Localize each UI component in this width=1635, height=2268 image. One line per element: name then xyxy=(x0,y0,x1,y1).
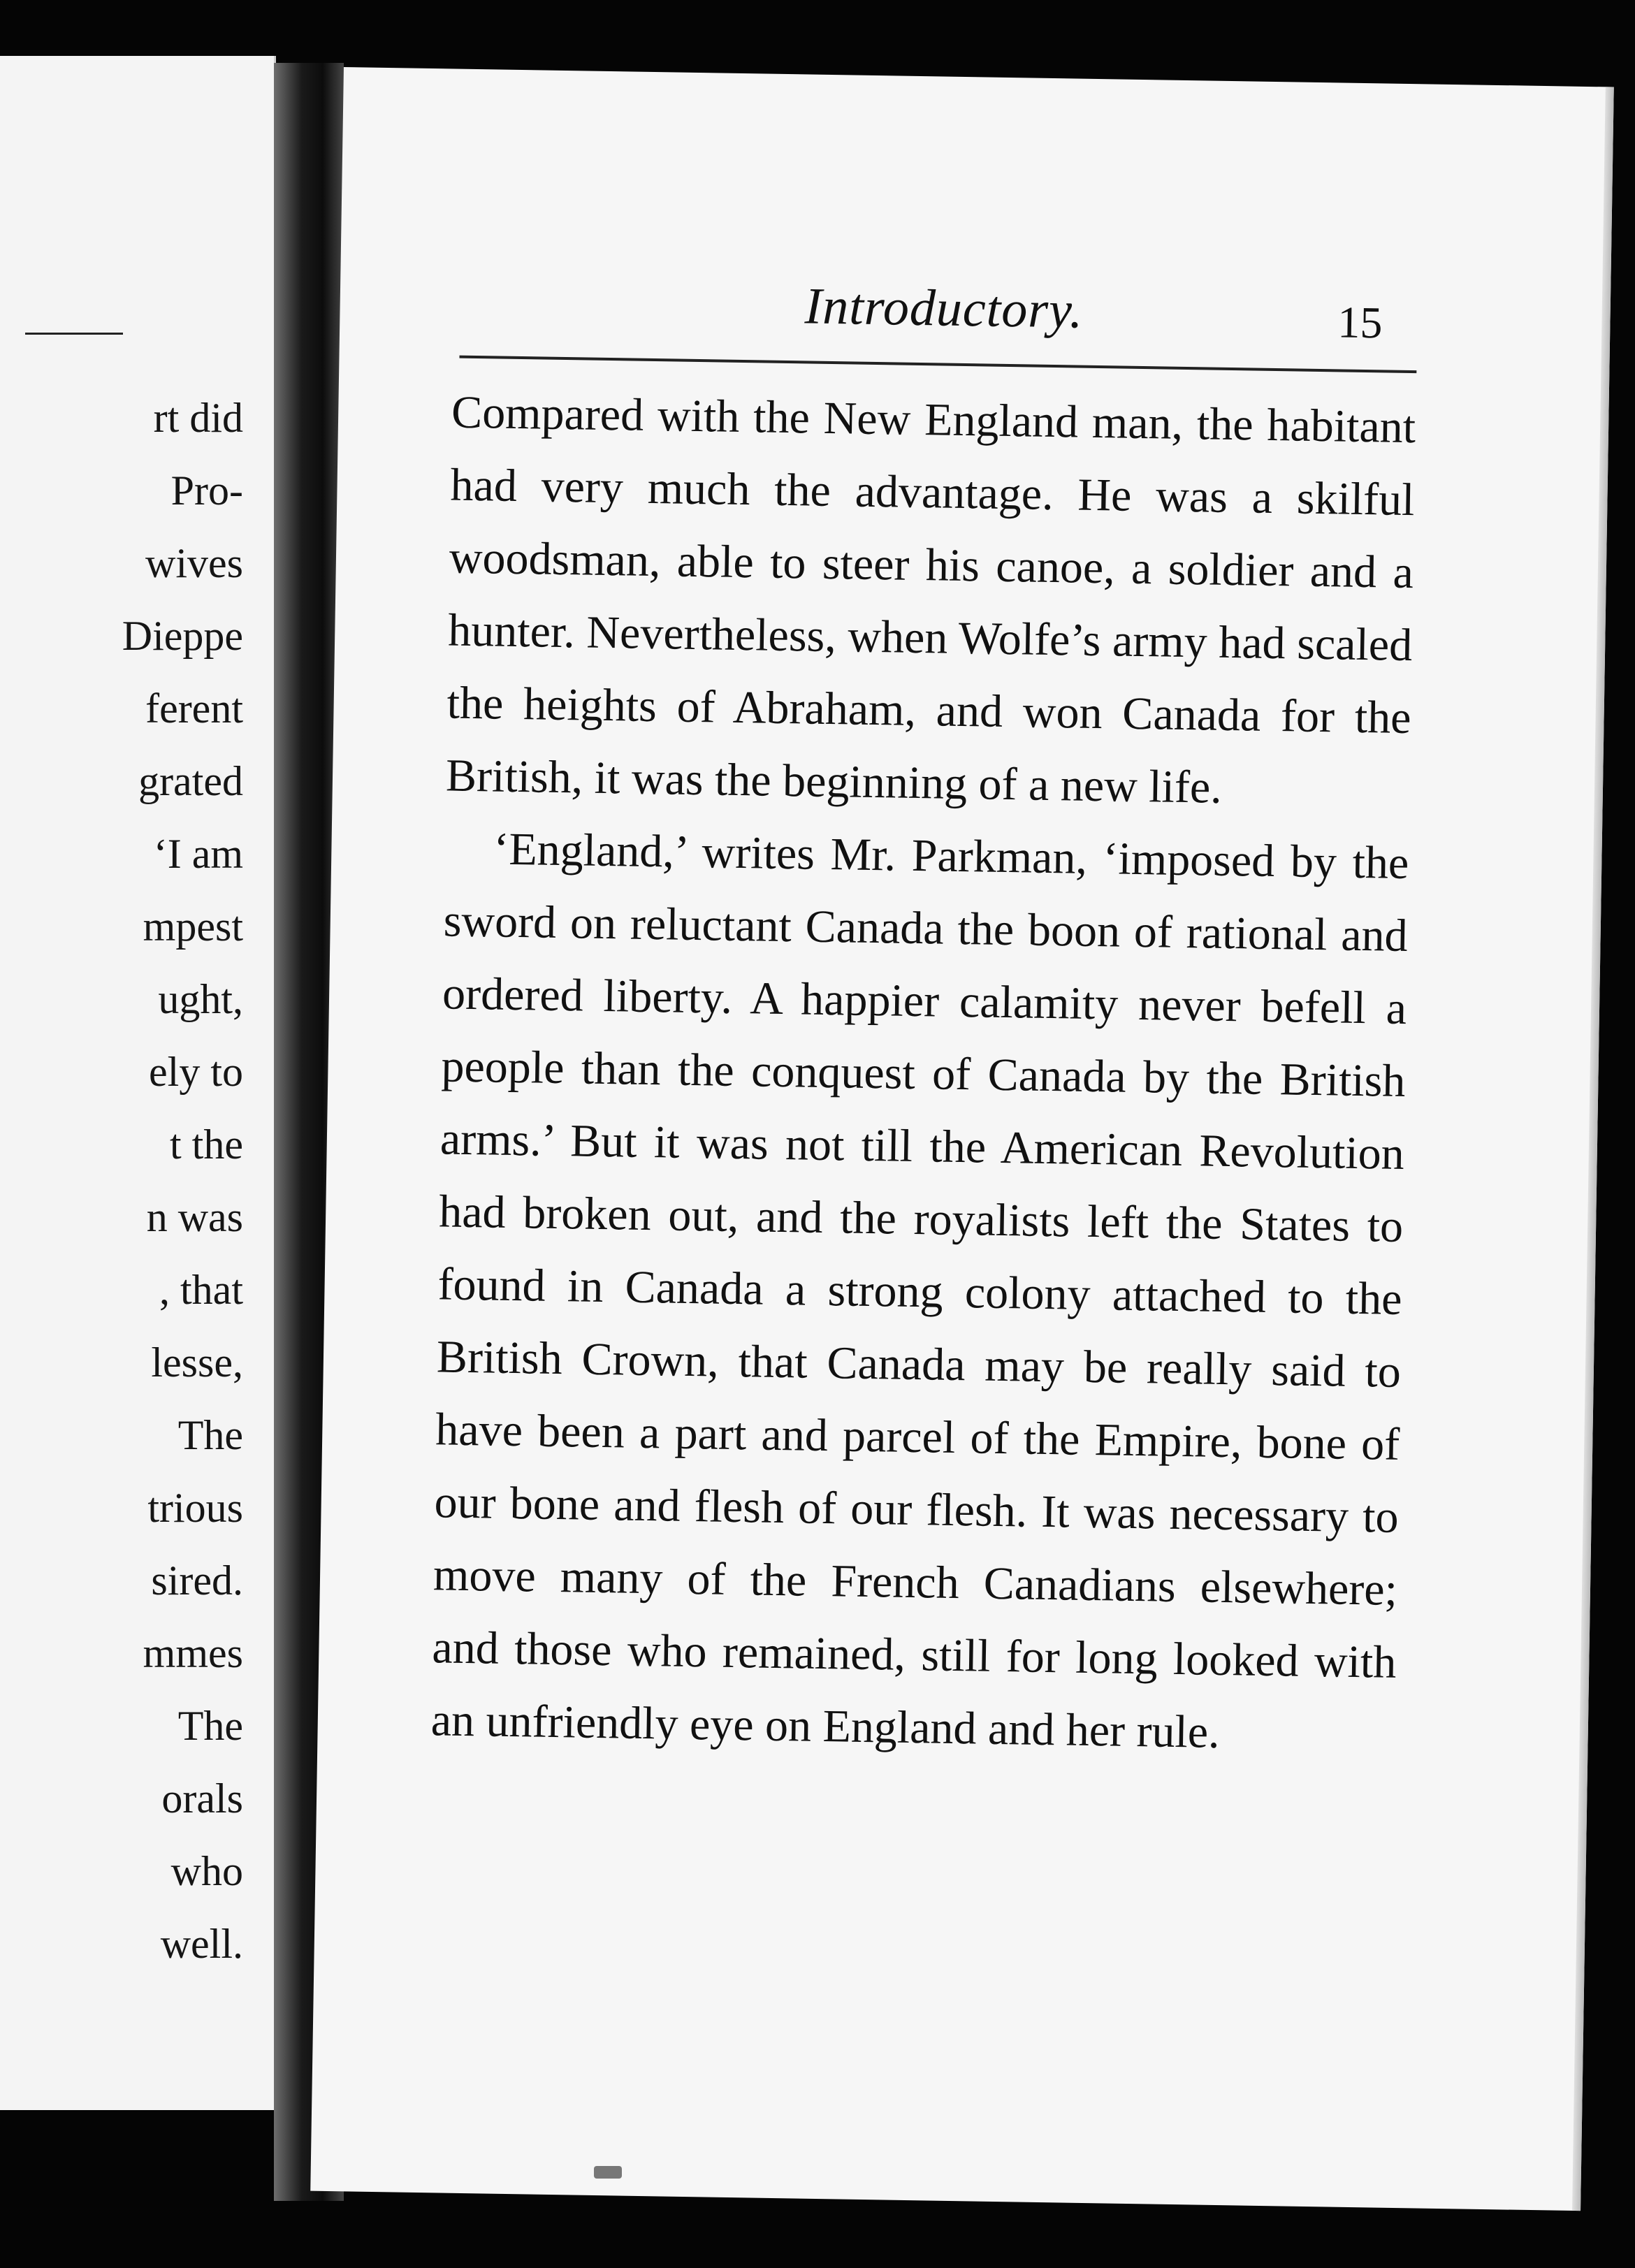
right-page xyxy=(310,67,1614,2211)
left-page-line: n was xyxy=(146,1194,243,1240)
left-page-line: mpest xyxy=(143,903,243,950)
header-rule xyxy=(459,356,1416,374)
left-page-line: sired. xyxy=(151,1557,243,1604)
left-page-line: , that xyxy=(159,1267,243,1313)
left-page-line: ‘I am xyxy=(153,831,243,877)
left-page-line: Dieppe xyxy=(122,613,243,659)
left-page-line: orals xyxy=(161,1775,243,1822)
page-number: 15 xyxy=(1337,297,1383,348)
left-page-line: wives xyxy=(145,540,243,586)
left-page-line: The xyxy=(177,1703,243,1749)
left-page-line: lesse, xyxy=(151,1339,243,1386)
left-page-line: rt did xyxy=(153,395,243,441)
scan-artifact xyxy=(594,2166,622,2179)
left-page-line: mmes xyxy=(143,1630,243,1676)
left-page-line: t the xyxy=(170,1121,243,1168)
left-page-header-rule xyxy=(25,333,123,335)
running-head: Introductory. xyxy=(804,277,1084,340)
body-text xyxy=(430,376,1416,1771)
left-page-line: trious xyxy=(147,1485,243,1531)
left-page xyxy=(0,56,276,2110)
left-page-line: Pro- xyxy=(170,467,243,514)
left-page-line: who xyxy=(170,1848,243,1894)
left-page-line: ferent xyxy=(145,685,243,732)
paragraph: Compared with the New England man, the habitant had very much the advantage. He was a skilful woodsman, able to steer his canoe, a soldier and a hunter. Nevertheless, when Wolfe’s army had scaled the heights of Abraham, and won Canada for the British, it was the beginning of a new life. xyxy=(445,386,1416,813)
left-page-line: grated xyxy=(138,758,243,804)
left-page-line: ught, xyxy=(158,976,243,1022)
paragraph: ‘England,’ writes Mr. Parkman, ‘imposed by the sword on reluctant Canada the boon of rational and ordered liberty. A happier calamity never befell a people than the conquest of Canada by the British arms.’ But it was not till the American Revolution had broken out, and the royalists left the States to found in Canada a strong colony attached to the British Crown, that Canada may be really said to have been a part and parcel of the Empire, bone of our bone and flesh of our flesh. It was necessary to move many of the French Canadians elsewhere; and those who remained, still for long looked with an unfriendly eye on England and her rule. xyxy=(430,823,1409,1758)
left-page-line: ely to xyxy=(149,1049,243,1095)
left-page-line: The xyxy=(177,1412,243,1458)
left-page-line: well. xyxy=(160,1921,243,1967)
